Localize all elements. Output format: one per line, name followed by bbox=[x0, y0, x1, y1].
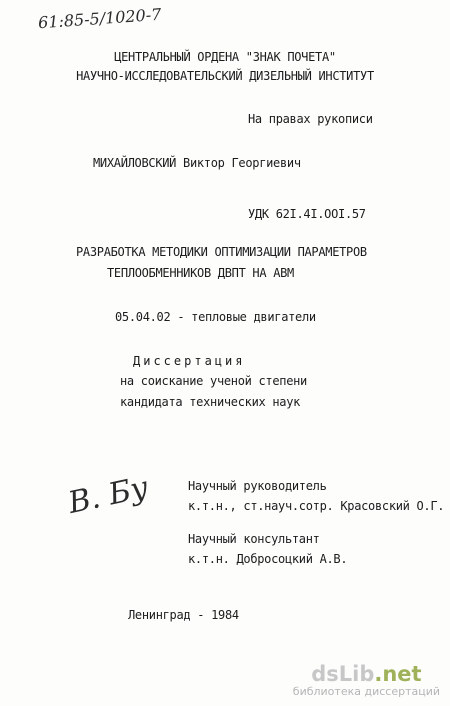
institute-line-2: НАУЧНО-ИССЛЕДОВАТЕЛЬСКИЙ ДИЗЕЛЬНЫЙ ИНСТИТУТ bbox=[76, 69, 374, 83]
dissertation-line-2: на соискание ученой степени bbox=[120, 374, 307, 388]
dslib-subtitle: библиотека диссертаций bbox=[292, 685, 440, 698]
institute-line-1: ЦЕНТРАЛЬНЫЙ ОРДЕНА "ЗНАК ПОЧЕТА" bbox=[114, 50, 336, 64]
archive-note: 61:85-5/1020-7 bbox=[37, 4, 162, 33]
dslib-watermark bbox=[293, 663, 440, 698]
manuscript-note: На правах рукописи bbox=[248, 112, 373, 126]
supervisor-role: Научный руководитель bbox=[188, 479, 327, 493]
specialty: 05.04.02 - тепловые двигатели bbox=[115, 310, 316, 324]
supervisor-name: к.т.н., ст.науч.сотр. Красовский О.Г. bbox=[188, 499, 445, 513]
consultant-role: Научный консультант bbox=[188, 532, 320, 546]
udc-code: УДК 62I.4I.OOI.57 bbox=[248, 207, 366, 221]
dissertation-line-3: кандидата технических наук bbox=[120, 395, 301, 409]
handwritten-signature: В. Бу bbox=[65, 470, 152, 521]
place-and-year: Ленинград - 1984 bbox=[128, 608, 239, 622]
consultant-name: к.т.н. Добросоцкий А.В. bbox=[188, 552, 348, 566]
dslib-logo: dsLib.net bbox=[311, 662, 422, 686]
title-line-1: РАЗРАБОТКА МЕТОДИКИ ОПТИМИЗАЦИИ ПАРАМЕТРОВ bbox=[76, 245, 367, 259]
author-name: МИХАЙЛОВСКИЙ Виктор Георгиевич bbox=[93, 156, 301, 170]
dissertation-label: Диссертация bbox=[133, 354, 246, 368]
title-line-2: ТЕПЛООБМЕННИКОВ ДВПТ НА АВМ bbox=[107, 266, 294, 280]
